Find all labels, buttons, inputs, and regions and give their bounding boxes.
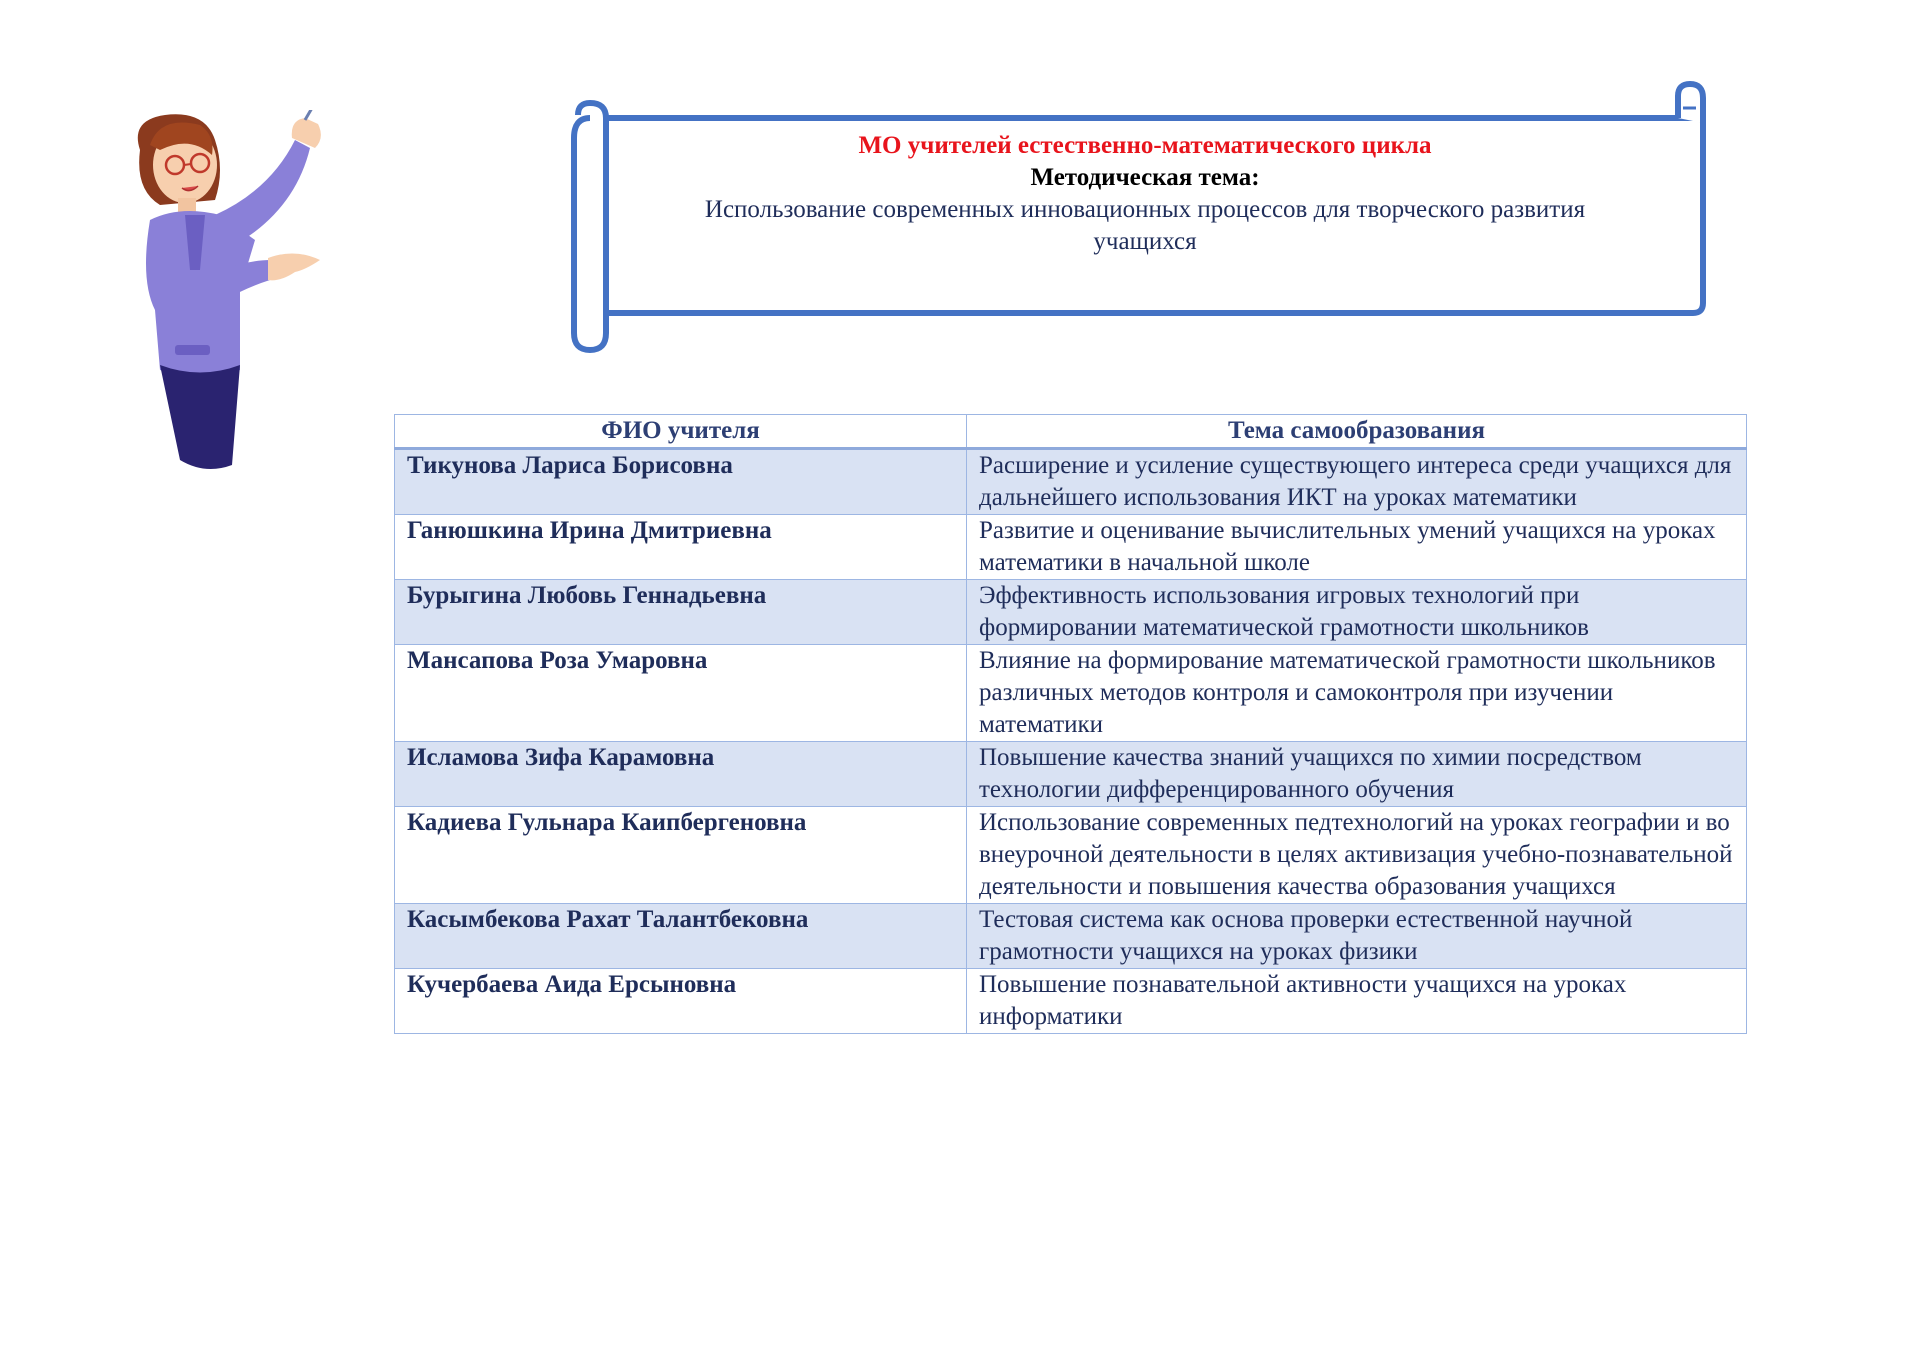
header-topic: Тема самообразования xyxy=(967,415,1747,449)
topic: Тестовая система как основа проверки естественной научной грамотности учащихся на уроках физики xyxy=(967,904,1747,969)
topic: Развитие и оценивание вычислительных умений учащихся на уроках математики в начальной школе xyxy=(967,515,1747,580)
banner-theme-line-2: учащихся xyxy=(1093,228,1197,255)
teacher-name: Мансапова Роза Умаровна xyxy=(395,645,967,742)
teacher-cartoon-icon xyxy=(120,110,400,500)
topic: Расширение и усиление существующего интереса среди учащихся для дальнейшего использования ИКТ на уроках математики xyxy=(967,449,1747,515)
self-education-table xyxy=(394,414,1747,1034)
topic: Влияние на формирование математической грамотности школьников различных методов контроля и самоконтроля при изучении математики xyxy=(967,645,1747,742)
table-header-row xyxy=(395,415,1747,449)
teacher-name: Ганюшкина Ирина Дмитриевна xyxy=(395,515,967,580)
teacher-name: Касымбекова Рахат Талантбековна xyxy=(395,904,967,969)
teacher-name: Тикунова Лариса Борисовна xyxy=(395,449,967,515)
table-row xyxy=(395,969,1747,1034)
table-row xyxy=(395,904,1747,969)
banner-text xyxy=(630,130,1660,258)
teacher-name: Кучербаева Аида Ерсыновна xyxy=(395,969,967,1034)
header-teacher-name: ФИО учителя xyxy=(395,415,967,449)
banner-theme-line-1: Использование современных инновационных процессов для творческого развития xyxy=(704,196,1586,223)
teacher-name: Бурыгина Любовь Геннадьевна xyxy=(395,580,967,645)
topic: Повышение качества знаний учащихся по химии посредством технологии дифференцированного обучения xyxy=(967,742,1747,807)
table-row xyxy=(395,645,1747,742)
topic: Использование современных педтехнологий на уроках географии и во внеурочной деятельности в целях активизация учебно-познавательной деятельности и повышения качества образования учащихся xyxy=(967,807,1747,904)
banner-title: МО учителей естественно-математического цикла xyxy=(858,132,1432,159)
table-row xyxy=(395,742,1747,807)
topic: Эффективность использования игровых технологий при формировании математической грамотности школьников xyxy=(967,580,1747,645)
table-row xyxy=(395,515,1747,580)
table-row xyxy=(395,449,1747,515)
table-row xyxy=(395,807,1747,904)
banner-subtitle: Методическая тема: xyxy=(1030,164,1260,191)
teacher-name: Исламова Зифа Карамовна xyxy=(395,742,967,807)
topic: Повышение познавательной активности учащихся на уроках информатики xyxy=(967,969,1747,1034)
table-row xyxy=(395,580,1747,645)
teacher-name: Кадиева Гульнара Каипбергеновна xyxy=(395,807,967,904)
